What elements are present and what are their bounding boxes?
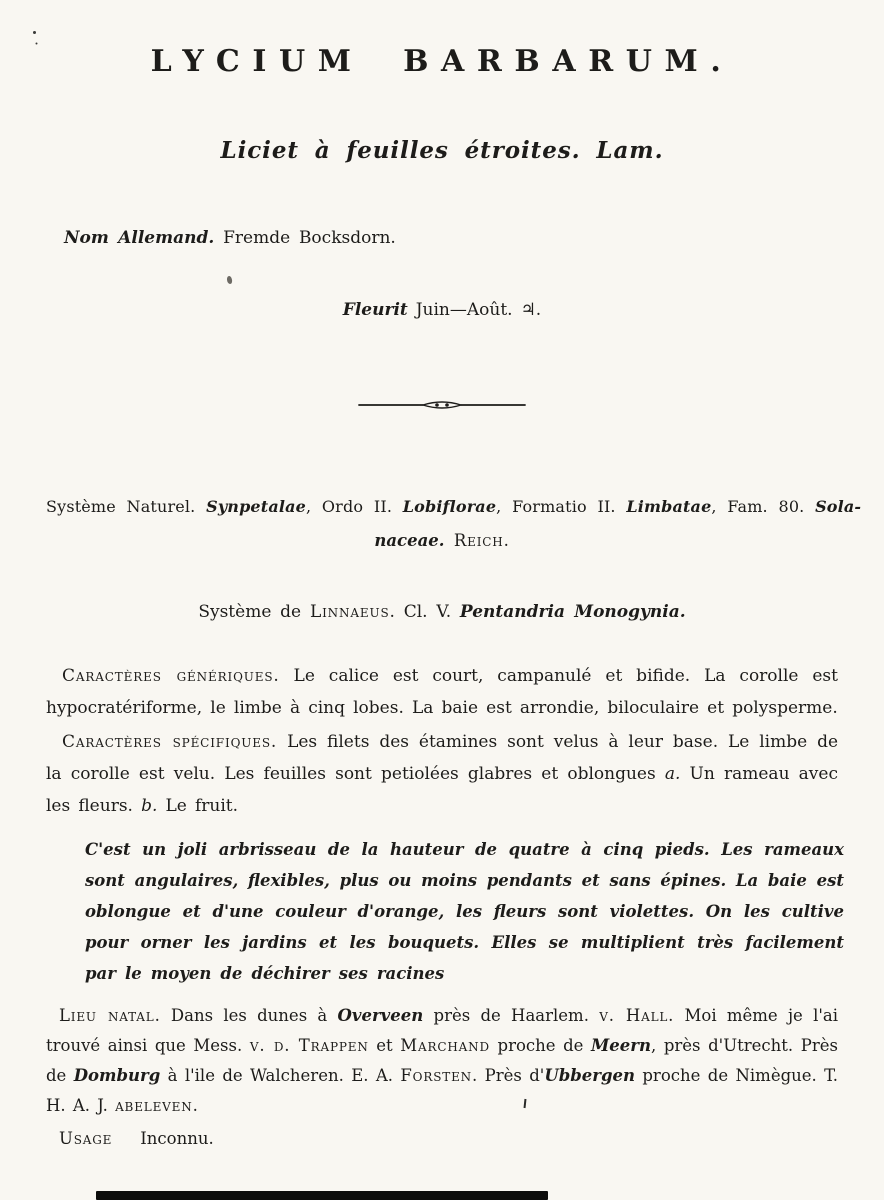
figure-ref-b: b. [141,796,158,816]
text-run: à l'ile de Walcheren. E. A. [160,1066,401,1085]
text-run: Le fruit. [157,796,239,816]
taxon-name: Sola- [815,497,862,516]
usage-line [46,1124,838,1154]
text-run: Système de [198,602,310,622]
usage-label: Usage [59,1129,113,1148]
species-subtitle: Liciet à feuilles étroites. Lam. [220,137,664,164]
text-run: Moi même je l'ai trouvé ainsi que Mess. [46,1006,839,1055]
taxon-name: Synpetalae [206,497,306,516]
flowering-label: Fleurit [342,300,408,320]
perennial-symbol: ♃. [520,300,542,320]
place-name: Overveen [337,1006,424,1025]
text-run: , près d'Utrecht. Près de [46,1036,838,1085]
place-name: Meern [591,1036,651,1055]
natural-system-line1 [46,490,862,524]
german-name-value: Fremde Bocksdorn. [223,228,396,248]
text-run: Système Naturel. [46,497,207,516]
place-name: Domburg [73,1066,161,1085]
flowering-period: Juin—Août. [415,300,513,320]
figure-ref-a: a. [664,764,681,784]
linnaean-system-line [0,602,884,622]
caracteres-generiques-label: Caractères génériques. [62,666,280,686]
author-name: Linnaeus [309,602,390,622]
ink-speck [226,275,233,284]
text-run: , Formatio II. [496,497,627,516]
text-run: . Cl. V. [389,602,460,622]
author-name: Reich. [453,531,510,550]
habitat-paragraph [46,1001,838,1121]
text-run: proche de Nimègue. T. H. A. J. [46,1066,838,1115]
text-run: , Ordo II. [305,497,403,516]
text-run: , Fam. 80. [711,497,816,516]
generic-characters-paragraph [46,660,838,724]
specific-characters-paragraph [46,726,838,822]
german-name-label: Nom Allemand. [64,228,215,248]
flowering-line [0,300,884,320]
text-run: Le calice est court, campanulé et bifide. La corolle est hypocratériforme, le limbe à cinq lobes. La baie est arrondie, biloculaire et polysperme. [46,666,838,718]
text-run: Dans les dunes à [160,1006,338,1025]
usage-value: Inconnu. [140,1129,214,1148]
collector-name: Marchand [400,1036,490,1055]
collector-name: v. d. Trappen [249,1036,369,1055]
lieu-natal-label: Lieu natal. [59,1006,161,1025]
text-run: Les filets des étamines sont velus à leur base. Le limbe de la corolle est velu. Les feuilles sont petiolées glabres et oblongues [46,732,839,784]
text-run: . [192,1096,198,1115]
german-name-line [64,228,884,248]
page-title: LYCIUM BARBARUM. [150,44,734,79]
text-run: Un rameau avec les fleurs. [46,764,838,816]
taxon-name: Limbatae [626,497,712,516]
place-name: Ubbergen [544,1066,635,1085]
taxon-name: Pentandria Monogynia. [459,602,686,622]
scan-edge-artifact [96,1191,548,1200]
collector-name: v. Hall. [599,1006,675,1025]
collector-name: Forsten [400,1066,472,1085]
text-run: et [368,1036,401,1055]
text-run: . Près d' [472,1066,545,1085]
text-run: proche de [489,1036,592,1055]
natural-system-line2 [0,524,884,558]
text-run: près de Haarlem. [423,1006,600,1025]
ink-speck [33,31,36,34]
taxon-name: Lobiflorae [402,497,497,516]
caracteres-specifiques-label: Caractères spécifiques. [62,732,278,752]
collector-name: abeleven [115,1096,193,1115]
description-paragraph: C'est un joli arbrisseau de la hauteur de quatre à cinq pieds. Les rameaux sont angulaires, flexibles, plus ou moins pendants et sans épines. La baie est oblongue et d'une couleur d'orange, les fleurs sont violettes. On les cultive pour orner les jardins et les bouquets. Elles se multiplient très facilement par le moyen de déchirer ses racines [85,840,844,983]
divider-ornament [0,398,884,412]
taxon-name: naceae. [374,531,445,550]
